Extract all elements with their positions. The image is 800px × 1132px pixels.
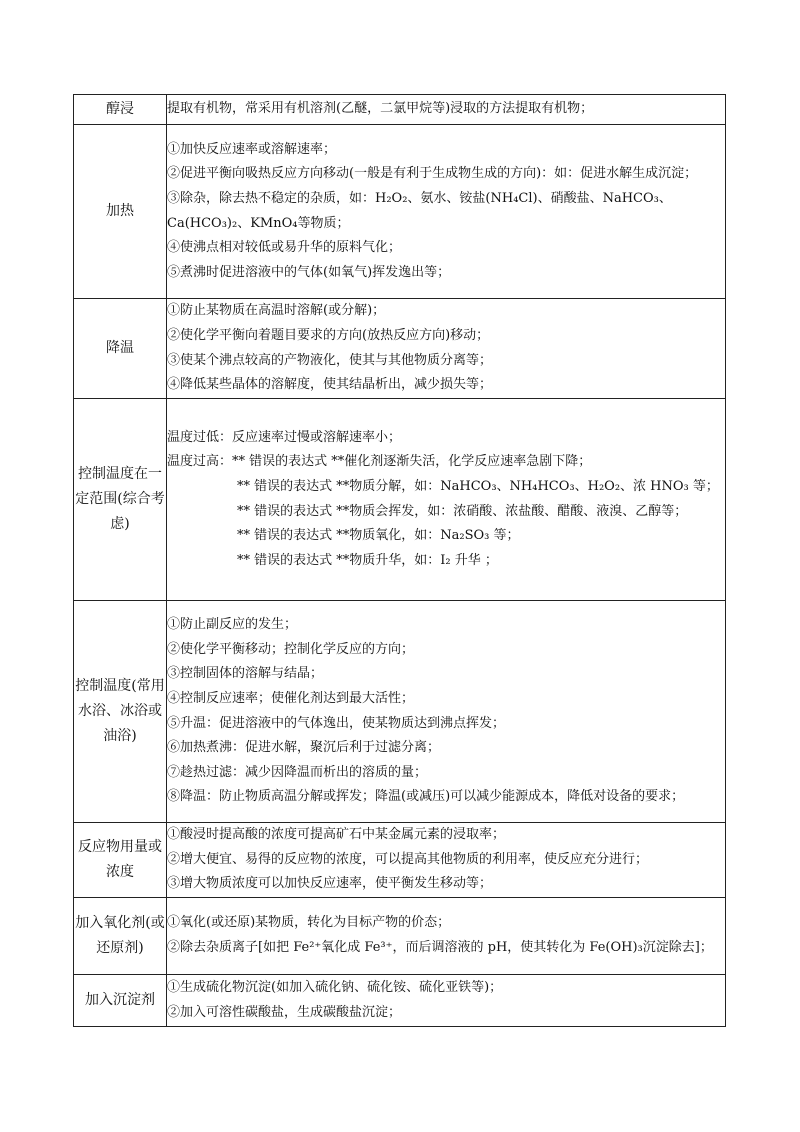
table-row <box>74 898 726 975</box>
content-line: ①氧化(或还原)某物质，转化为目标产物的价态； <box>167 915 451 931</box>
content-line: ①生成硫化物沉淀(如加入硫化钠、硫化铵、硫化亚铁等)； <box>167 979 503 995</box>
content-line: ②加入可溶性碳酸盐，生成碳酸盐沉淀； <box>167 1004 402 1020</box>
content-line: ④控制反应速率；使催化剂达到最大活性； <box>167 690 415 706</box>
content-line: ③除杂，除去热不稳定的杂质，如：H₂O₂、氨水、铵盐(NH₄Cl)、硝酸盐、NaHCO₃、Ca(HCO₃)₂、KMnO₄等物质； <box>167 190 672 231</box>
row-label: 控制温度在一定范围(综合考虑) <box>74 399 167 601</box>
row-content <box>167 299 726 399</box>
row-label: 控制温度(常用水浴、冰浴或油浴) <box>74 601 167 823</box>
content-line: ** 错误的表达式 **物质分解，如：NaHCO₃、NH₄HCO₃、H₂O₂、浓 HNO₃ 等； <box>237 478 719 494</box>
content-line: ⑤升温：促进溶液中的气体逸出，使某物质达到沸点挥发； <box>167 715 506 731</box>
content-line: ①防止某物质在高温时溶解(或分解)； <box>167 303 386 319</box>
row-label: 降温 <box>74 299 167 399</box>
content-line: ①酸浸时提高酸的浓度可提高矿石中某金属元素的浸取率； <box>167 827 506 843</box>
row-label: 加入氧化剂(或还原剂) <box>74 898 167 975</box>
content-line: ②除去杂质离子[如把 Fe²⁺氧化成 Fe³⁺，而后调溶液的 pH，使其转化为 Fe(OH)₃沉淀除去]； <box>167 940 713 955</box>
table-row <box>74 95 726 125</box>
table-row <box>74 601 726 823</box>
content-line: ** 错误的表达式 **物质会挥发，如：浓硝酸、浓盐酸、醋酸、液溴、乙醇等； <box>237 503 688 519</box>
row-label: 反应物用量或浓度 <box>74 823 167 898</box>
content-line: 提取有机物，常采用有机溶剂(乙醚，二氯甲烷等)浸取的方法提取有机物； <box>167 101 594 117</box>
row-content <box>167 898 726 975</box>
row-content <box>167 95 726 125</box>
content-line: ** 错误的表达式 **物质升华，如：I₂ 升华 ； <box>237 552 498 568</box>
content-line: ①加快反应速率或溶解速率； <box>167 141 337 157</box>
content-line: ③使某个沸点较高的产物液化，使其与其他物质分离等； <box>167 352 493 368</box>
row-label: 加入沉淀剂 <box>74 975 167 1027</box>
table-row <box>74 399 726 601</box>
row-label: 加热 <box>74 125 167 299</box>
content-line: ③增大物质浓度可以加快反应速率，使平衡发生移动等； <box>167 876 493 892</box>
content-line: ③控制固体的溶解与结晶； <box>167 666 324 682</box>
content-line: ②使化学平衡向着题目要求的方向(放热反应方向)移动； <box>167 327 490 343</box>
row-content <box>167 975 726 1027</box>
content-line: ⑧降温：防止物质高温分解或挥发；降温(或减压)可以减少能源成本，降低对设备的要求； <box>167 789 685 805</box>
content-line: ⑤煮沸时促进溶液中的气体(如氧气)挥发逸出等； <box>167 264 451 280</box>
content-line: ②促进平衡向吸热反应方向移动(一般是有利于生成物生成的方向)：如：促进水解生成沉淀； <box>167 166 698 182</box>
row-content <box>167 601 726 823</box>
table-row <box>74 299 726 399</box>
table-row <box>74 125 726 299</box>
content-line: ⑥加热煮沸：促进水解，聚沉后利于过滤分离； <box>167 740 441 756</box>
content-line: ①防止副反应的发生； <box>167 617 298 633</box>
table-row <box>74 823 726 898</box>
row-label: 醇浸 <box>74 95 167 125</box>
row-content <box>167 823 726 898</box>
content-line: ②使化学平衡移动；控制化学反应的方向； <box>167 641 415 657</box>
content-line: 温度过高：** 错误的表达式 **催化剂逐渐失活，化学反应速率急剧下降； <box>167 454 592 470</box>
process-conditions-table <box>73 94 726 1027</box>
row-content <box>167 125 726 299</box>
content-line: ⑦趁热过滤：减少因降温而析出的溶质的量； <box>167 764 428 780</box>
content-line: 温度过低：反应速率过慢或溶解速率小； <box>167 429 402 445</box>
content-line: ②增大便宜、易得的反应物的浓度，可以提高其他物质的利用率，使反应充分进行； <box>167 851 649 867</box>
content-line: ④使沸点相对较低或易升华的原料气化； <box>167 240 402 256</box>
content-line: ④降低某些晶体的溶解度，使其结晶析出，减少损失等； <box>167 377 493 393</box>
row-content <box>167 399 726 601</box>
table-row <box>74 975 726 1027</box>
content-line: ** 错误的表达式 **物质氧化，如：Na₂SO₃ 等； <box>237 528 520 544</box>
